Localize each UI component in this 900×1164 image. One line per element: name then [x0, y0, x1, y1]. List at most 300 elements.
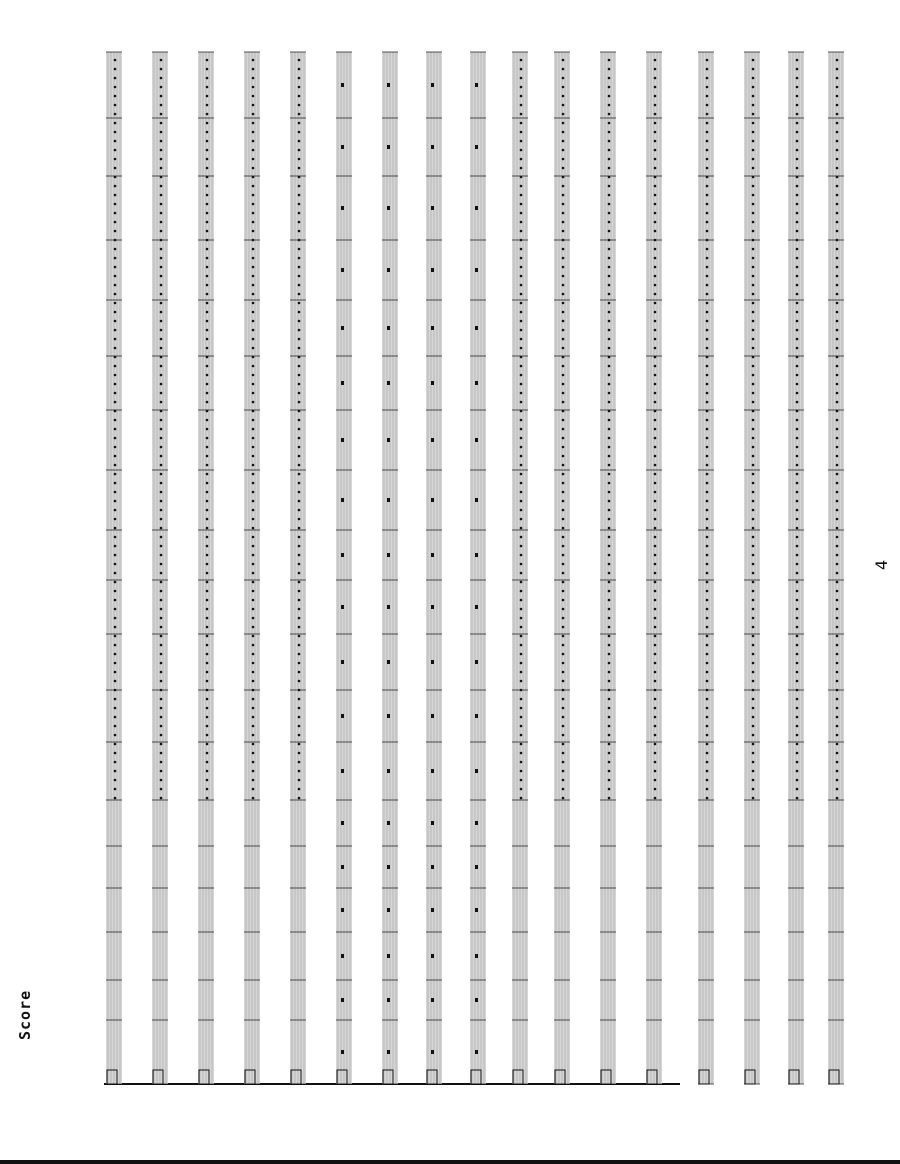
note-head: [206, 491, 209, 494]
note-head: [752, 185, 755, 188]
note-head: [298, 248, 301, 251]
note-head: [298, 689, 301, 692]
note-head: [520, 392, 523, 395]
note-head: [608, 329, 611, 332]
note-head: [752, 104, 755, 107]
note-head: [654, 725, 657, 728]
note-head: [752, 779, 755, 782]
note-head: [752, 536, 755, 539]
note-head: [796, 194, 799, 197]
note-head: [252, 365, 255, 368]
note-head: [608, 653, 611, 656]
note-head: [252, 77, 255, 80]
note-head: [608, 86, 611, 89]
note-head: [114, 491, 117, 494]
note-head: [114, 275, 117, 278]
note-head: [836, 563, 839, 566]
note-head: [608, 671, 611, 674]
note-head: [796, 617, 799, 620]
note-head: [836, 77, 839, 80]
note-head: [836, 617, 839, 620]
note-head: [206, 563, 209, 566]
note-head: [706, 59, 709, 62]
note-head: [206, 311, 209, 314]
note-head: [608, 473, 611, 476]
note-head: [160, 455, 163, 458]
note-head: [298, 599, 301, 602]
note-head: [206, 356, 209, 359]
note-head: [752, 482, 755, 485]
note-head: [562, 140, 565, 143]
note-head: [160, 779, 163, 782]
note-head: [114, 464, 117, 467]
note-head: [836, 554, 839, 557]
note-head: [520, 284, 523, 287]
note-head: [160, 338, 163, 341]
rest-mark: [387, 605, 390, 609]
note-head: [608, 383, 611, 386]
note-head: [654, 527, 657, 530]
note-head: [608, 239, 611, 242]
note-head: [608, 401, 611, 404]
note-head: [796, 590, 799, 593]
note-head: [206, 140, 209, 143]
note-head: [206, 383, 209, 386]
note-head: [796, 491, 799, 494]
note-head: [608, 779, 611, 782]
note-head: [654, 635, 657, 638]
note-head: [654, 446, 657, 449]
note-head: [160, 626, 163, 629]
rest-mark: [431, 865, 434, 869]
note-head: [160, 788, 163, 791]
note-head: [206, 770, 209, 773]
note-head: [608, 464, 611, 467]
note-head: [114, 473, 117, 476]
rest-mark: [341, 206, 344, 210]
note-head: [206, 509, 209, 512]
note-head: [206, 167, 209, 170]
note-head: [796, 176, 799, 179]
note-head: [706, 689, 709, 692]
note-head: [752, 734, 755, 737]
note-head: [654, 617, 657, 620]
note-head: [206, 230, 209, 233]
note-head: [836, 455, 839, 458]
note-head: [252, 419, 255, 422]
note-head: [654, 77, 657, 80]
note-head: [796, 689, 799, 692]
note-head: [206, 221, 209, 224]
note-head: [206, 176, 209, 179]
note-head: [252, 374, 255, 377]
note-head: [654, 383, 657, 386]
note-head: [706, 581, 709, 584]
note-head: [114, 365, 117, 368]
note-head: [206, 104, 209, 107]
note-head: [298, 176, 301, 179]
note-head: [114, 680, 117, 683]
note-head: [836, 419, 839, 422]
note-head: [520, 581, 523, 584]
note-head: [706, 527, 709, 530]
note-head: [252, 104, 255, 107]
rest-mark: [341, 1050, 344, 1054]
note-head: [520, 599, 523, 602]
note-head: [562, 671, 565, 674]
note-head: [562, 716, 565, 719]
note-head: [796, 788, 799, 791]
note-head: [160, 221, 163, 224]
note-head: [836, 509, 839, 512]
note-head: [298, 149, 301, 152]
note-head: [836, 401, 839, 404]
note-head: [298, 455, 301, 458]
note-head: [752, 86, 755, 89]
note-head: [160, 68, 163, 71]
note-head: [836, 482, 839, 485]
note-head: [114, 653, 117, 656]
note-head: [206, 545, 209, 548]
note-head: [608, 743, 611, 746]
note-head: [562, 689, 565, 692]
note-head: [114, 176, 117, 179]
note-head: [206, 347, 209, 350]
note-head: [114, 239, 117, 242]
note-head: [252, 320, 255, 323]
note-head: [836, 644, 839, 647]
note-head: [836, 374, 839, 377]
note-head: [562, 617, 565, 620]
note-head: [752, 707, 755, 710]
note-head: [160, 311, 163, 314]
rest-mark: [475, 954, 478, 958]
note-head: [752, 140, 755, 143]
note-head: [298, 716, 301, 719]
note-head: [160, 599, 163, 602]
note-head: [562, 158, 565, 161]
note-head: [796, 716, 799, 719]
note-head: [654, 671, 657, 674]
note-head: [654, 590, 657, 593]
note-head: [562, 230, 565, 233]
note-head: [252, 437, 255, 440]
page-number: 4: [872, 559, 891, 570]
note-head: [562, 221, 565, 224]
note-head: [562, 500, 565, 503]
note-head: [298, 788, 301, 791]
note-head: [608, 176, 611, 179]
note-head: [252, 779, 255, 782]
note-head: [608, 734, 611, 737]
note-head: [796, 509, 799, 512]
rest-mark: [387, 268, 390, 272]
note-head: [206, 653, 209, 656]
note-head: [608, 635, 611, 638]
note-head: [654, 212, 657, 215]
note-head: [520, 464, 523, 467]
rest-mark: [341, 145, 344, 149]
note-head: [608, 104, 611, 107]
note-head: [654, 788, 657, 791]
note-head: [608, 293, 611, 296]
note-head: [654, 770, 657, 773]
note-head: [562, 509, 565, 512]
note-head: [252, 428, 255, 431]
note-head: [114, 536, 117, 539]
rest-mark: [475, 769, 478, 773]
note-head: [796, 104, 799, 107]
note-head: [836, 230, 839, 233]
note-head: [298, 428, 301, 431]
note-head: [752, 212, 755, 215]
rest-mark: [475, 268, 478, 272]
note-head: [520, 275, 523, 278]
rest-mark: [341, 83, 344, 87]
note-head: [562, 266, 565, 269]
note-head: [654, 698, 657, 701]
note-head: [752, 383, 755, 386]
note-head: [520, 752, 523, 755]
note-head: [836, 383, 839, 386]
note-head: [298, 662, 301, 665]
note-head: [796, 653, 799, 656]
note-head: [520, 698, 523, 701]
note-head: [654, 464, 657, 467]
rest-mark: [475, 326, 478, 330]
rest-mark: [341, 769, 344, 773]
rest-mark: [475, 714, 478, 718]
note-head: [706, 275, 709, 278]
note-head: [836, 365, 839, 368]
note-head: [654, 473, 657, 476]
note-head: [836, 680, 839, 683]
note-head: [654, 95, 657, 98]
rest-mark: [387, 326, 390, 330]
note-head: [206, 527, 209, 530]
note-head: [654, 203, 657, 206]
note-head: [252, 284, 255, 287]
note-head: [206, 743, 209, 746]
note-head: [520, 185, 523, 188]
note-head: [252, 194, 255, 197]
note-head: [298, 140, 301, 143]
note-head: [252, 185, 255, 188]
note-head: [654, 536, 657, 539]
note-head: [562, 572, 565, 575]
note-head: [520, 617, 523, 620]
note-head: [796, 437, 799, 440]
note-head: [752, 428, 755, 431]
note-head: [654, 104, 657, 107]
note-head: [114, 581, 117, 584]
note-head: [160, 203, 163, 206]
note-head: [836, 572, 839, 575]
note-head: [836, 266, 839, 269]
note-head: [562, 680, 565, 683]
note-head: [252, 113, 255, 116]
note-head: [298, 635, 301, 638]
note-head: [160, 761, 163, 764]
note-head: [796, 680, 799, 683]
note-head: [796, 500, 799, 503]
note-head: [796, 455, 799, 458]
note-head: [608, 752, 611, 755]
note-head: [160, 383, 163, 386]
note-head: [654, 716, 657, 719]
note-head: [520, 644, 523, 647]
note-head: [796, 734, 799, 737]
note-head: [160, 149, 163, 152]
note-head: [160, 59, 163, 62]
note-head: [298, 446, 301, 449]
note-head: [752, 365, 755, 368]
note-head: [160, 374, 163, 377]
note-head: [654, 257, 657, 260]
note-head: [836, 86, 839, 89]
note-head: [796, 275, 799, 278]
rest-mark: [475, 206, 478, 210]
note-head: [752, 698, 755, 701]
note-head: [520, 608, 523, 611]
note-head: [562, 536, 565, 539]
note-head: [836, 185, 839, 188]
note-head: [796, 608, 799, 611]
note-head: [706, 410, 709, 413]
rest-mark: [475, 145, 478, 149]
rest-mark: [431, 268, 434, 272]
note-head: [160, 347, 163, 350]
note-head: [206, 410, 209, 413]
rest-mark: [387, 908, 390, 912]
note-head: [706, 788, 709, 791]
note-head: [206, 797, 209, 800]
note-head: [206, 131, 209, 134]
note-head: [252, 167, 255, 170]
note-head: [160, 689, 163, 692]
note-head: [706, 752, 709, 755]
note-head: [836, 68, 839, 71]
rest-mark: [475, 438, 478, 442]
note-head: [298, 626, 301, 629]
note-head: [836, 95, 839, 98]
note-head: [298, 374, 301, 377]
note-head: [608, 230, 611, 233]
note-head: [836, 410, 839, 413]
note-head: [654, 779, 657, 782]
note-head: [608, 419, 611, 422]
note-head: [520, 203, 523, 206]
note-head: [836, 158, 839, 161]
note-head: [706, 455, 709, 458]
note-head: [654, 797, 657, 800]
rest-mark: [431, 438, 434, 442]
rest-mark: [341, 821, 344, 825]
note-head: [706, 608, 709, 611]
note-head: [752, 77, 755, 80]
note-head: [752, 122, 755, 125]
note-head: [654, 437, 657, 440]
note-head: [562, 464, 565, 467]
note-head: [796, 662, 799, 665]
note-head: [206, 581, 209, 584]
note-head: [654, 59, 657, 62]
note-head: [252, 734, 255, 737]
note-head: [206, 680, 209, 683]
note-head: [706, 599, 709, 602]
note-head: [520, 95, 523, 98]
note-head: [160, 743, 163, 746]
note-head: [706, 635, 709, 638]
note-head: [608, 302, 611, 305]
rest-mark: [475, 660, 478, 664]
note-head: [206, 518, 209, 521]
note-head: [706, 257, 709, 260]
note-head: [654, 572, 657, 575]
note-head: [114, 185, 117, 188]
note-head: [796, 644, 799, 647]
rest-mark: [387, 553, 390, 557]
note-head: [114, 626, 117, 629]
rest-mark: [431, 206, 434, 210]
note-head: [562, 410, 565, 413]
note-head: [608, 509, 611, 512]
note-head: [608, 581, 611, 584]
note-head: [298, 734, 301, 737]
rest-mark: [475, 865, 478, 869]
note-head: [706, 428, 709, 431]
note-head: [160, 266, 163, 269]
note-head: [608, 527, 611, 530]
note-head: [796, 446, 799, 449]
note-head: [114, 545, 117, 548]
note-head: [706, 590, 709, 593]
note-head: [114, 797, 117, 800]
note-head: [706, 293, 709, 296]
rest-mark: [387, 769, 390, 773]
note-head: [160, 275, 163, 278]
note-head: [654, 419, 657, 422]
note-head: [654, 581, 657, 584]
note-head: [608, 356, 611, 359]
note-head: [836, 356, 839, 359]
note-head: [752, 302, 755, 305]
note-head: [206, 203, 209, 206]
note-head: [654, 266, 657, 269]
note-head: [836, 770, 839, 773]
note-head: [654, 68, 657, 71]
note-head: [160, 104, 163, 107]
note-head: [706, 230, 709, 233]
note-head: [654, 653, 657, 656]
note-head: [836, 545, 839, 548]
note-head: [836, 752, 839, 755]
note-head: [836, 689, 839, 692]
note-head: [114, 518, 117, 521]
note-head: [114, 419, 117, 422]
note-head: [752, 347, 755, 350]
note-head: [160, 680, 163, 683]
rest-mark: [387, 821, 390, 825]
note-head: [206, 554, 209, 557]
note-head: [608, 707, 611, 710]
note-head: [752, 680, 755, 683]
note-head: [706, 338, 709, 341]
note-head: [562, 707, 565, 710]
note-head: [706, 446, 709, 449]
note-head: [160, 608, 163, 611]
note-head: [654, 338, 657, 341]
